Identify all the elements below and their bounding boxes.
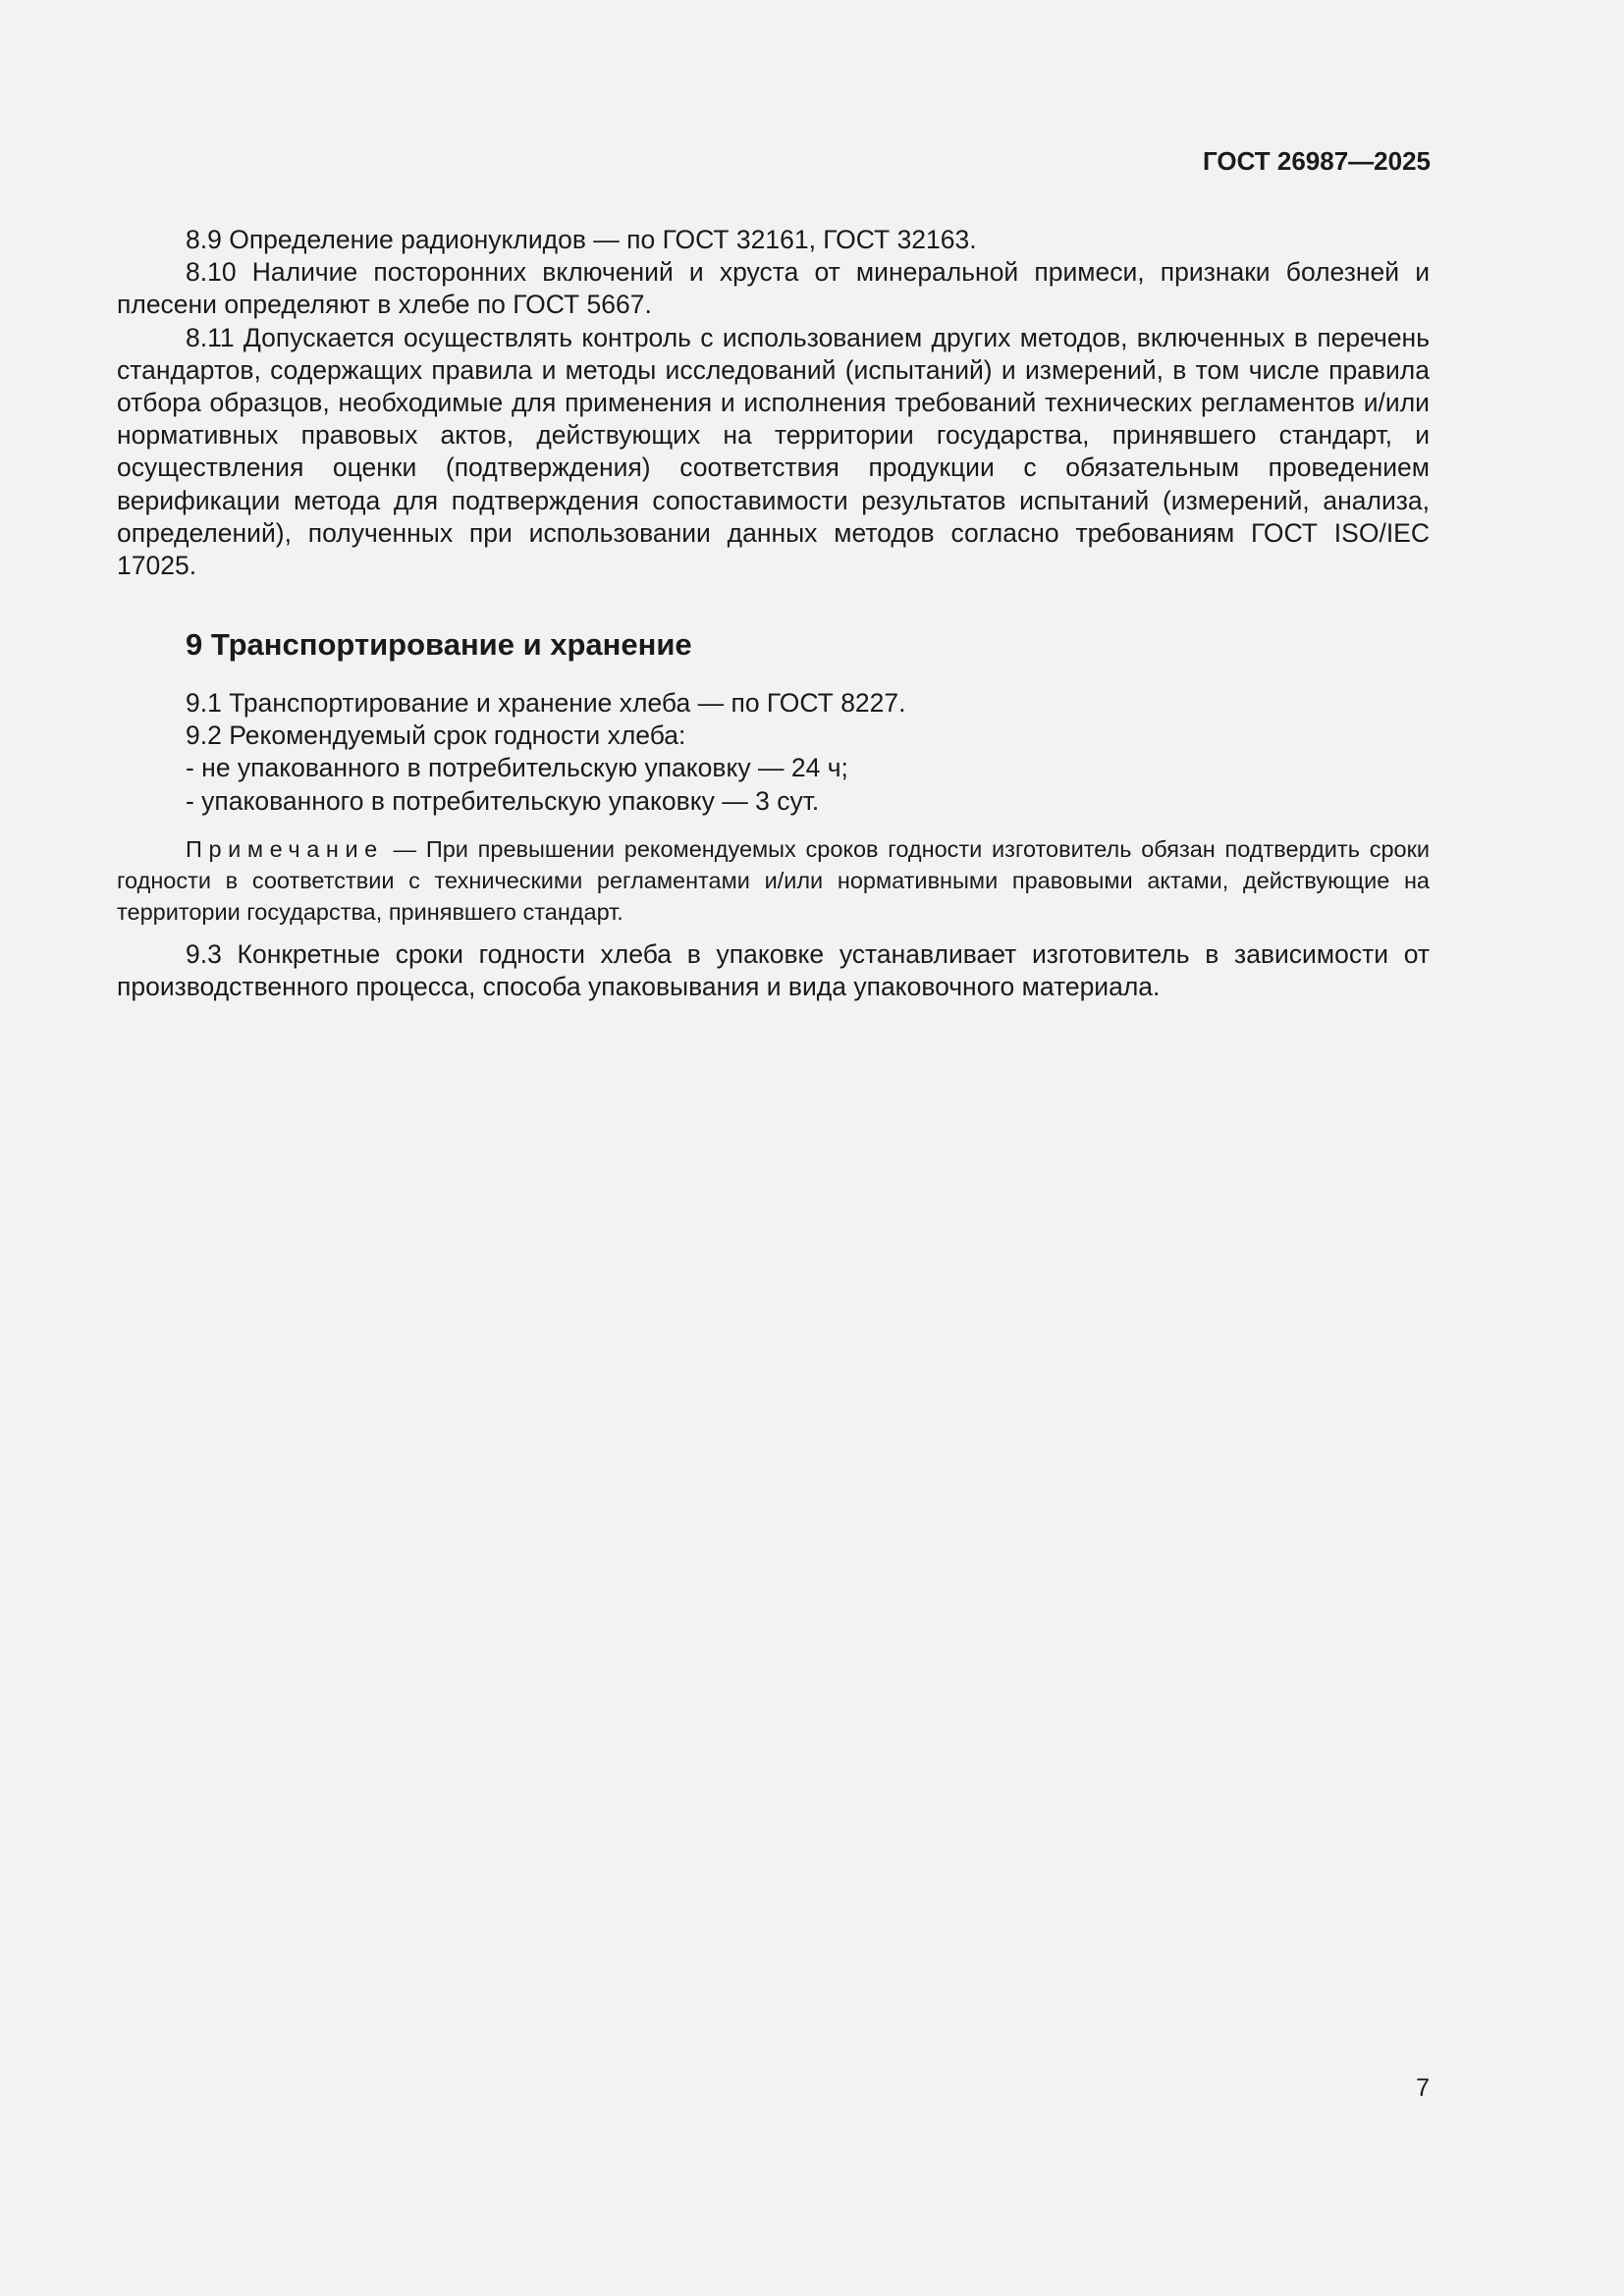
note-label: Примечание [186, 836, 384, 862]
note-text: — При превышении рекомендуемых сроков годности изготовитель обязан подтвердить сроки годности в соответствии с техническими регламентами и/или нормативными правовыми актами, действующие на территории государства, принявшего стандарт. [117, 836, 1430, 925]
paragraph-8-10: 8.10 Наличие посторонних включений и хруста от минеральной примеси, признаки болезней и плесени определяют в хлебе по ГОСТ 5667. [117, 257, 1430, 320]
standard-designation: ГОСТ 26987—2025 [1203, 146, 1431, 176]
page-number: 7 [1416, 2074, 1430, 2102]
list-item: - не упакованного в потребительскую упаковку — 24 ч; [186, 753, 848, 783]
section-8-continuation [117, 224, 1430, 582]
paragraph-8-9: 8.9 Определение радионуклидов — по ГОСТ 32161, ГОСТ 32163. [186, 225, 977, 254]
section-9-continuation [117, 938, 1430, 1003]
paragraph-9-3: 9.3 Конкретные сроки годности хлеба в упаковке устанавливает изготовитель в зависимости от производственного процесса, способа упаковывания и вида упаковочного материала. [117, 939, 1430, 1002]
list-item: - упакованного в потребительскую упаковку — 3 сут. [186, 785, 820, 816]
paragraph-9-1: 9.1 Транспортирование и хранение хлеба — по ГОСТ 8227. [186, 688, 906, 718]
section-9-body [117, 687, 1430, 818]
section-9-heading: 9 Транспортирование и хранение [186, 627, 692, 662]
note-block [117, 833, 1430, 928]
paragraph-8-11: 8.11 Допускается осуществлять контроль с использованием других методов, включенных в перечень стандартов, содержащих правила и методы исследований (испытаний) и измерений, в том числе правила отбора образцов, необходимые для применения и исполнения требований технических регламентов и/или нормативных правовых актов, действующих на территории государства, принявшего стандарт, и осуществления оценки (подтверждения) соответствия продукции с обязательным проведением верификации метода для подтверждения сопоставимости результатов испытаний (измерений, анализа, определений), полученных при использовании данных методов согласно требованиям ГОСТ ISO/IEC 17025. [117, 322, 1430, 581]
paragraph-9-2: 9.2 Рекомендуемый срок годности хлеба: [186, 721, 686, 751]
